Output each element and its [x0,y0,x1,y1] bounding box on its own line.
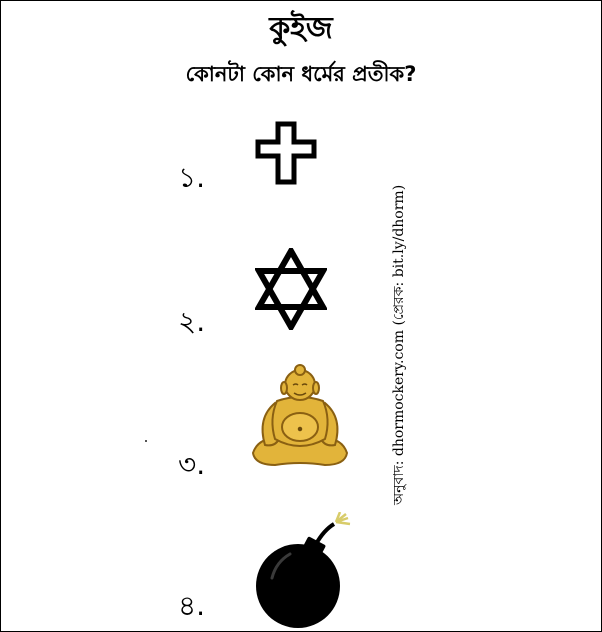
item-number-4: ৪. [178,589,206,622]
item-number-1: ১. [178,161,206,194]
bomb-icon [250,512,362,630]
quiz-title: কুইজ [269,11,333,46]
buddha-icon [245,363,355,473]
quiz-question: কোনটা কোন ধর্মের প্রতীক? [185,62,417,86]
cross-icon [252,120,320,186]
item-number-2: ২. [178,305,206,338]
star-of-david-icon [255,248,327,330]
speck [145,440,147,442]
translation-credit: অনুবাদ: dhormockery.com (প্রেরক: bit.ly/dhorm) [391,184,407,505]
item-number-3: ৩. [178,448,206,481]
